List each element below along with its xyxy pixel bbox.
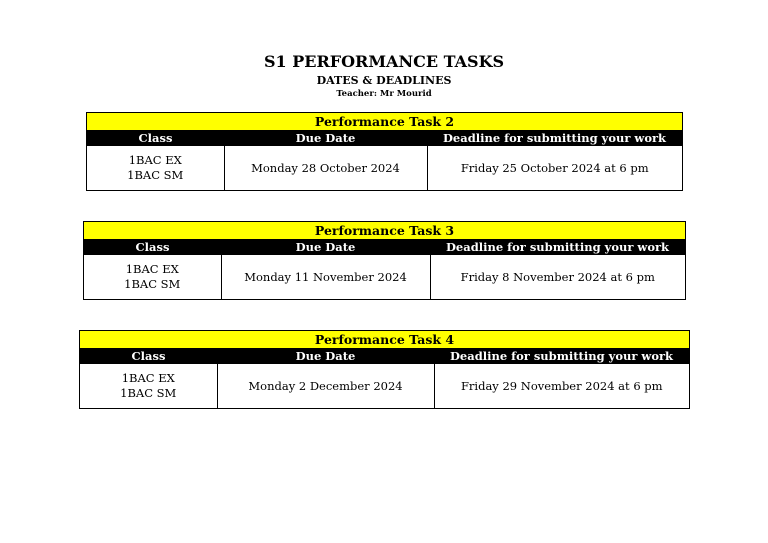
task-title: Performance Task 4 xyxy=(80,331,689,349)
class-cell xyxy=(80,364,217,408)
column-header-deadline: Deadline for submitting your work xyxy=(434,349,689,364)
table-row xyxy=(84,255,685,299)
class-line: 1BAC EX xyxy=(128,153,182,167)
task-table xyxy=(80,349,689,408)
table-row xyxy=(87,146,682,190)
due-date-cell: Monday 28 October 2024 xyxy=(224,146,427,190)
class-line: 1BAC SM xyxy=(120,386,177,400)
task-block xyxy=(83,221,686,300)
deadline-cell: Friday 25 October 2024 at 6 pm xyxy=(427,146,682,190)
table-row xyxy=(80,364,689,408)
column-header-due-date: Due Date xyxy=(224,131,427,146)
task-title: Performance Task 3 xyxy=(84,222,685,240)
task-title: Performance Task 2 xyxy=(87,113,682,131)
table-header-row xyxy=(87,131,682,146)
column-header-class: Class xyxy=(84,240,221,255)
task-block xyxy=(79,330,690,409)
table-header-row xyxy=(80,349,689,364)
column-header-due-date: Due Date xyxy=(217,349,434,364)
class-line: 1BAC SM xyxy=(124,277,181,291)
class-line: 1BAC EX xyxy=(121,371,175,385)
class-cell xyxy=(87,146,224,190)
column-header-due-date: Due Date xyxy=(221,240,430,255)
class-line: 1BAC EX xyxy=(125,262,179,276)
task-table xyxy=(84,240,685,299)
due-date-cell: Monday 2 December 2024 xyxy=(217,364,434,408)
deadline-cell: Friday 8 November 2024 at 6 pm xyxy=(430,255,685,299)
deadline-cell: Friday 29 November 2024 at 6 pm xyxy=(434,364,689,408)
class-cell xyxy=(84,255,221,299)
document-subtitle: DATES & DEADLINES xyxy=(316,74,452,87)
table-header-row xyxy=(84,240,685,255)
due-date-cell: Monday 11 November 2024 xyxy=(221,255,430,299)
teacher-name: Teacher: Mr Mourid xyxy=(336,89,432,99)
document-title: S1 PERFORMANCE TASKS xyxy=(263,52,505,71)
task-block xyxy=(86,112,683,191)
column-header-deadline: Deadline for submitting your work xyxy=(430,240,685,255)
column-header-deadline: Deadline for submitting your work xyxy=(427,131,682,146)
class-line: 1BAC SM xyxy=(127,168,184,182)
column-header-class: Class xyxy=(80,349,217,364)
task-table xyxy=(87,131,682,190)
column-header-class: Class xyxy=(87,131,224,146)
